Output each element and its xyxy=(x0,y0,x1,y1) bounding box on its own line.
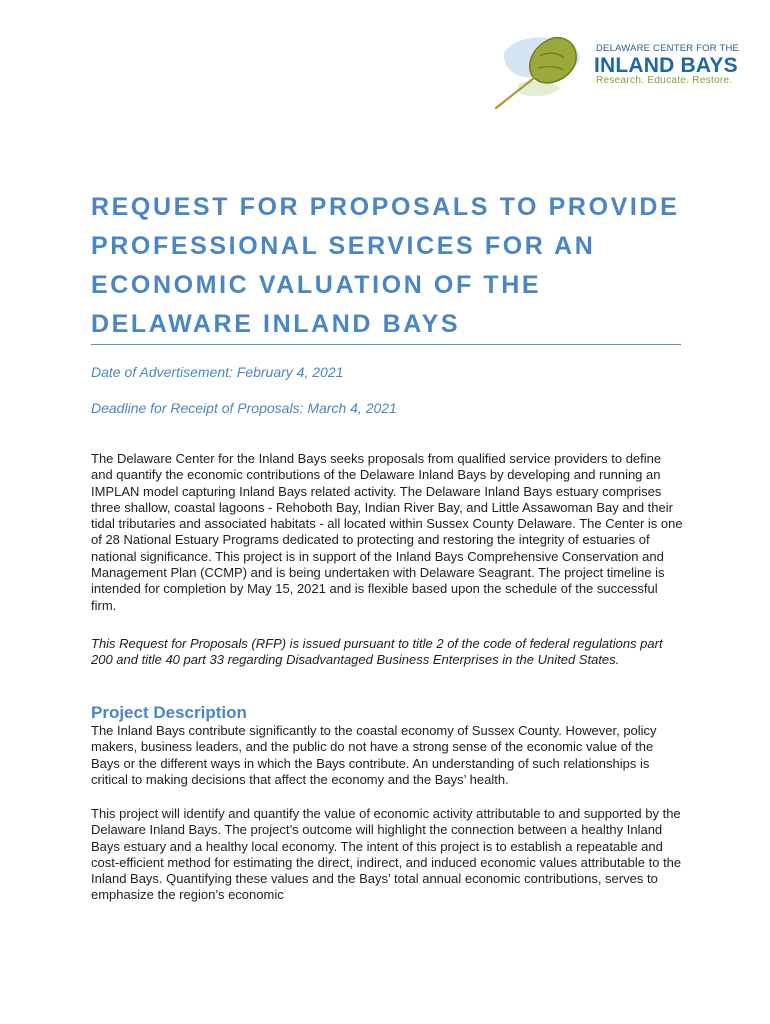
title-divider xyxy=(91,344,681,345)
logo-tagline: Research. Educate. Restore. xyxy=(596,75,733,86)
project-description-paragraph-1: The Inland Bays contribute significantly to the coastal economy of Sussex County. However, policy makers, business leaders, and the public do not have a strong sense of the economic value of the Bays or the different ways in which the Bays contribute. An understanding of such relationships is critical to making decisions that affect the economy and the Bays’ health. xyxy=(91,723,657,787)
organization-logo xyxy=(488,26,740,116)
project-description-paragraph-2: This project will identify and quantify the value of economic activity attributable to and supported by the Delaware Inland Bays. The project’s outcome will highlight the connection between a healthy Inland Bays estuary and a healthy local economy. The intent of this project is to establish a repeatable and cost-efficient method for estimating the direct, indirect, and induced economic values attributable to the Inland Bays. Quantifying these values and the Bays’ total annual economic contributions, serves to emphasize the region’s economic xyxy=(91,806,682,903)
document-title: REQUEST FOR PROPOSALS TO PROVIDE PROFESSIONAL SERVICES FOR AN ECONOMIC VALUATION OF THE DELAWARE INLAND BAYS xyxy=(91,193,680,338)
proposal-deadline: Deadline for Receipt of Proposals: March 4, 2021 xyxy=(91,400,397,416)
horseshoe-crab-logo-icon xyxy=(488,26,598,116)
rfp-note-paragraph: This Request for Proposals (RFP) is issued pursuant to title 2 of the code of federal regulations part 200 and title 40 part 33 regarding Disadvantaged Business Enterprises in the United States. xyxy=(91,636,663,668)
logo-line2: INLAND BAYS xyxy=(594,54,738,77)
intro-paragraph: The Delaware Center for the Inland Bays seeks proposals from qualified service providers to define and quantify the economic contributions of the Delaware Inland Bays by developing and running an IMPLAN model capturing Inland Bays related activity. The Delaware Inland Bays estuary comprises three shallow, coastal lagoons - Rehoboth Bay, Indian River Bay, and Little Assawoman Bay and their tidal tributaries and associated habitats - all located within Sussex County Delaware. The Center is one of 28 National Estuary Programs dedicated to protecting and restoring the integrity of estuaries of national significance. This project is in support of the Inland Bays Comprehensive Conservation and Management Plan (CCMP) and is being undertaken with Delaware Seagrant. The project timeline is intended for completion by May 15, 2021 and is flexible based upon the schedule of the successful firm. xyxy=(91,451,683,613)
date-of-advertisement: Date of Advertisement: February 4, 2021 xyxy=(91,364,344,380)
section-heading-project-description: Project Description xyxy=(91,703,247,722)
logo-line1: DELAWARE CENTER FOR THE xyxy=(596,43,740,54)
